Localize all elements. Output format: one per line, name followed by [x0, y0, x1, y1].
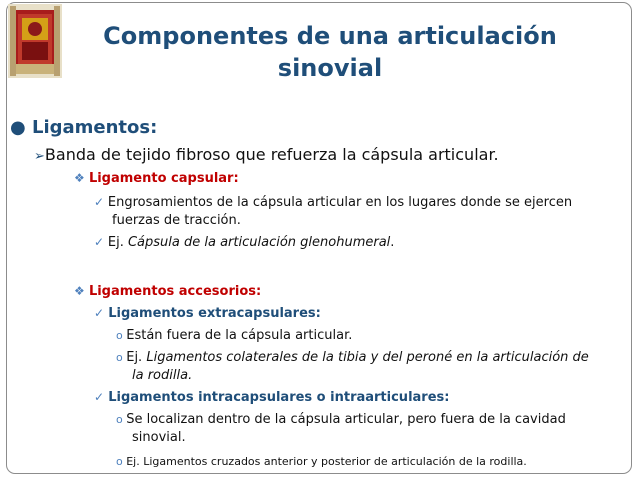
intra-item-2 — [116, 455, 527, 468]
circle-bullet-icon: o — [116, 351, 127, 364]
arrow-bullet-icon: ➢ — [34, 149, 45, 164]
example-italic: Cápsula de la articulación glenohumeral — [127, 235, 391, 250]
title-line-1: Componentes de una articulación — [103, 22, 557, 50]
check-bullet-icon: ✓ — [94, 306, 109, 320]
heading-text: Ligamentos: — [31, 117, 158, 138]
accesorios-heading — [74, 284, 261, 299]
extra-item-2-prefix: Ej. — [126, 350, 143, 365]
capsular-desc — [94, 195, 572, 210]
accesorios-label: Ligamentos accesorios: — [88, 284, 262, 299]
check-bullet-icon: ✓ — [94, 390, 109, 404]
extra-item-1-text: Están fuera de la cápsula articular. — [126, 328, 353, 343]
circle-bullet-icon: o — [116, 329, 127, 342]
intracapsulares-label: Ligamentos intracapsulares o intraarticulares: — [108, 390, 450, 405]
capsular-desc-line1: Engrosamientos de la cápsula articular en los lugares donde se ejercen — [107, 195, 573, 210]
title-line-2: sinovial — [277, 54, 383, 82]
circle-bullet-icon: o — [116, 455, 127, 468]
coat-of-arms-logo — [8, 4, 62, 78]
extra-item-2-cont — [132, 368, 192, 383]
definition-text: Banda de tejido fibroso que refuerza la cápsula articular. — [44, 145, 499, 164]
example-suffix: . — [390, 235, 395, 250]
circle-bullet-icon: o — [116, 413, 127, 426]
diamond-bullet-icon: ❖ — [74, 171, 89, 185]
capsular-label: Ligamento capsular: — [88, 171, 239, 186]
capsular-desc-cont: fuerzas de tracción. — [112, 213, 241, 228]
intra-item-1-text: Se localizan dentro de la cápsula articular, pero fuera de la cavidad — [126, 412, 566, 427]
intra-item-2-italic: Ligamentos cruzados anterior y posterior de articulación de la rodilla. — [143, 455, 527, 468]
capsular-example — [94, 235, 394, 250]
slide-title — [100, 20, 560, 84]
intra-item-1-cont: sinovial. — [132, 430, 186, 445]
intracapsulares-heading — [94, 390, 449, 405]
extracapsulares-heading — [94, 306, 321, 321]
intra-item-1 — [116, 412, 566, 427]
extra-item-2-italic-cont: la rodilla. — [132, 368, 193, 383]
extra-item-2-italic: Ligamentos colaterales de la tibia y del peroné en la articulación de — [146, 350, 589, 365]
capsular-heading — [74, 171, 239, 186]
round-bullet-icon: ● — [10, 117, 32, 138]
extra-item-2 — [116, 350, 589, 365]
diamond-bullet-icon: ❖ — [74, 284, 89, 298]
definition-line — [34, 145, 499, 164]
check-bullet-icon: ✓ — [94, 195, 108, 209]
extra-item-1 — [116, 328, 352, 343]
intra-item-2-prefix: Ej. — [126, 455, 140, 468]
extracapsulares-label: Ligamentos extracapsulares: — [108, 306, 321, 321]
check-bullet-icon: ✓ — [94, 235, 108, 249]
heading-ligamentos — [10, 117, 157, 138]
example-prefix: Ej. — [107, 235, 124, 250]
